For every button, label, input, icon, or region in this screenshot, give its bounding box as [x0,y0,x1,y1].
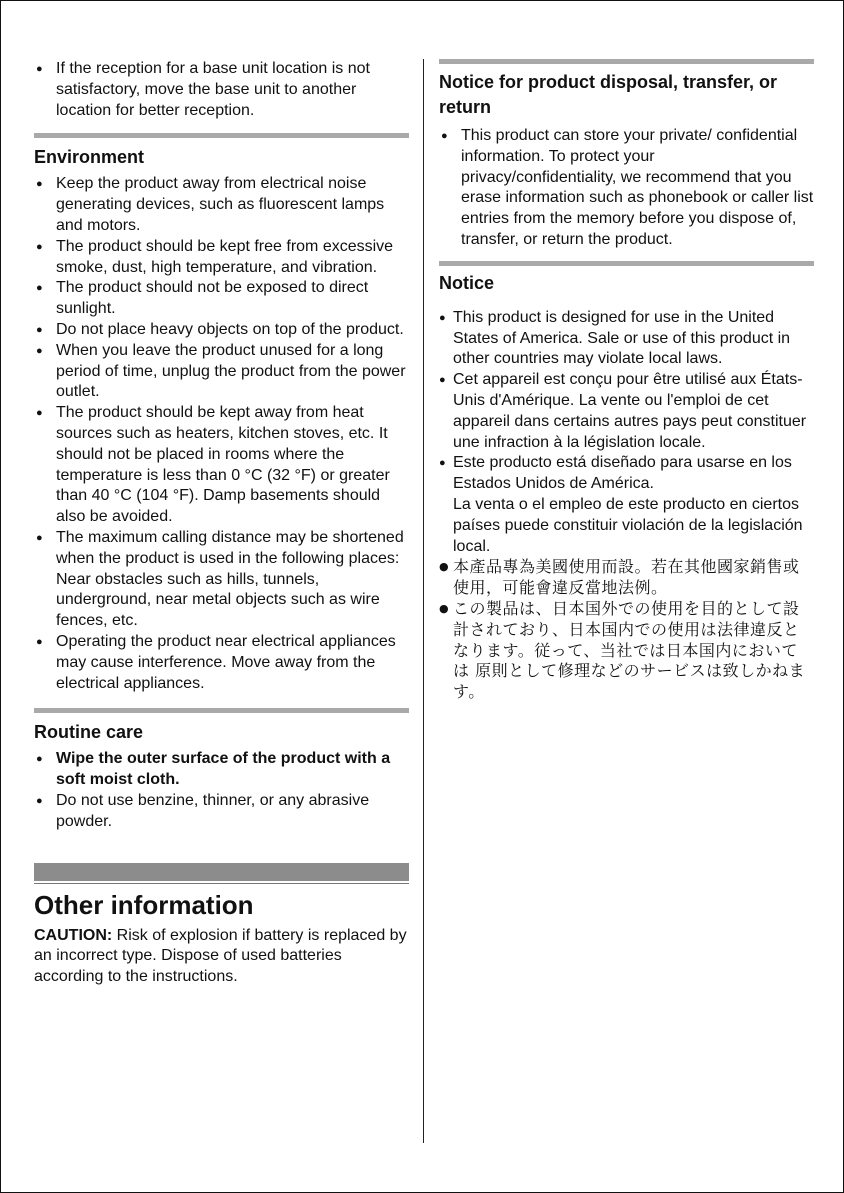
notice-list [439,308,814,703]
list-item: ● Do not use benzine, thinner, or any abrasive powder. [34,791,409,833]
routine-care-heading: Routine care [34,722,144,743]
list-item: ● Do not place heavy objects on top of the product. [34,320,409,341]
caution-text: Risk of explosion if battery is replaced by an incorrect type. Dispose of used batteries according to the instructions. [34,926,407,986]
section-rule [439,261,814,266]
list-item: ● The product should be kept away from heat sources such as heaters, kitchen stoves, etc. It should not be placed in rooms where the temperature is less than 0 °C (32 °F) or greater than 40 °C (104 °F). Damp basements should also be avoided. [34,403,409,528]
list-item: ● This product can store your private/ confidential information. To protect your privacy/confidentiality, we recommend that you erase information such as phonebook or caller list entries from the memory before you dispose of, transfer, or return the product. [439,126,814,251]
section-rule [34,133,409,138]
environment-list [34,174,409,694]
disposal-list [439,126,814,251]
notice-heading: Notice [439,272,495,293]
list-item: ● This product is designed for use in the United States of America. Sale or use of this product in other countries may violate local laws. [439,308,814,370]
right-column [439,59,814,703]
list-item: ● Cet appareil est conçu pour être utilisé aux États-Unis d'Amérique. La vente ou l'emploi de cet appareil dans certains autres pays peut constituer une infraction à la législation locale. [439,370,814,453]
list-item: ● この製品は、日本国外での使用を目的として設計されており、日本国内での使用は法律違反となります。従って、当社では日本国内においては 原則として修理などのサービスは致しかねます。 [439,599,814,703]
environment-heading: Environment [34,147,145,168]
list-item: ● The product should be kept free from excessive smoke, dust, high temperature, and vibration. [34,237,409,279]
list-item: ● 本產品專為美國使用而設。若在其他國家銷售或使用，可能會違反當地法例。 [439,557,814,599]
list-item: ● When you leave the product unused for a long period of time, unplug the product from the power outlet. [34,341,409,403]
section-rule [439,59,814,64]
list-item: ● Wipe the outer surface of the product with a soft moist cloth. [34,749,409,791]
section-rule [34,708,409,713]
disposal-heading: Notice for product disposal, transfer, or return [439,72,778,117]
caution-label: CAUTION: [34,926,113,944]
column-divider [423,59,424,1143]
caution-paragraph [34,926,409,988]
left-column [34,59,409,988]
list-item: ● Operating the product near electrical appliances may cause interference. Move away from the electrical appliances. [34,632,409,694]
list-item: ● The product should not be exposed to direct sunlight. [34,278,409,320]
list-item: ● Keep the product away from electrical noise generating devices, such as fluorescent lamps and motors. [34,174,409,236]
list-item: ● If the reception for a base unit location is not satisfactory, move the base unit to another location for better reception. [34,59,409,121]
chapter-bar [34,863,409,881]
other-information-heading: Other information [34,889,254,920]
list-item [439,453,814,557]
spanish-notice-line: Este producto está diseñado para usarse en los Estados Unidos de América. [453,454,792,493]
chapter-rule [34,883,409,884]
list-item: ● The maximum calling distance may be shortened when the product is used in the following places: Near obstacles such as hills, tunnels, underground, near metal objects such as wire fences, etc. [34,528,409,632]
routine-care-list [34,749,409,832]
intro-list [34,59,409,121]
spanish-notice-continuation: La venta o el empleo de este producto en ciertos países puede constituir violación de la legislación local. [453,495,803,555]
